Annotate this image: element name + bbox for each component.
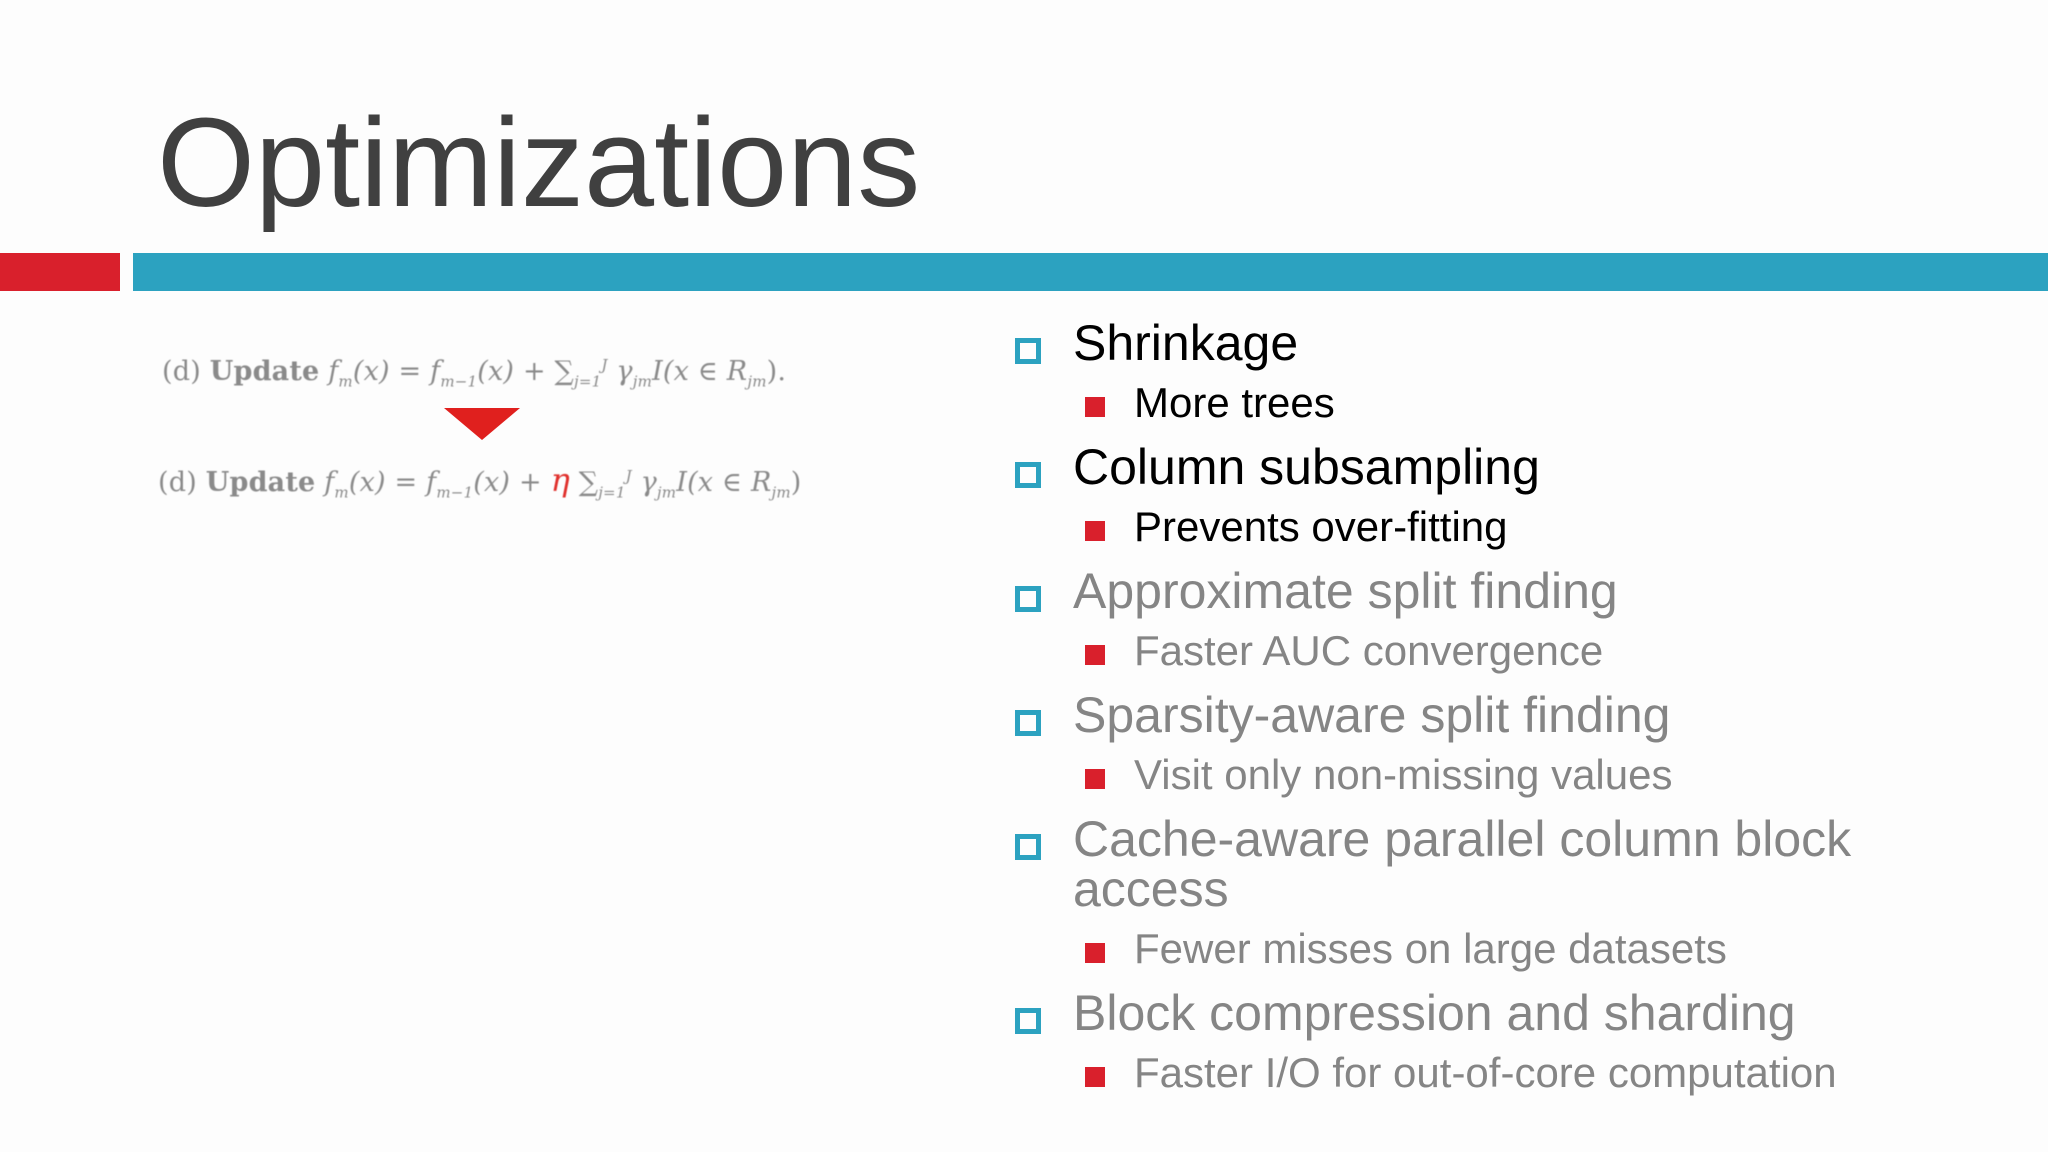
sub-bullet-item	[1010, 752, 2020, 798]
bullet-label: Column subsampling	[1073, 439, 1540, 495]
formula-step-label: (d)	[158, 467, 197, 498]
bullet-item	[1010, 811, 2020, 917]
sub-bullet-label: Faster I/O for out-of-core computation	[1134, 1049, 1837, 1096]
formula-lhs: f	[328, 356, 339, 387]
sub-bullet-item	[1010, 926, 2020, 972]
bullet-item	[1010, 687, 2020, 743]
filled-square-bullet-icon	[1085, 943, 1105, 963]
formula-tail-sub: jm	[771, 483, 791, 502]
hollow-square-bullet-icon	[1015, 1008, 1041, 1034]
bullet-list	[1010, 315, 2020, 1112]
sub-bullet-label: Fewer misses on large datasets	[1134, 925, 1727, 972]
bullet-label: Approximate split finding	[1073, 563, 1618, 619]
hollow-square-bullet-icon	[1015, 586, 1041, 612]
sub-bullet-label: More trees	[1134, 379, 1335, 426]
hollow-square-bullet-icon	[1015, 710, 1041, 736]
slide-title: Optimizations	[157, 92, 921, 233]
formula-gamma-sub: jm	[656, 483, 677, 502]
formula-rest: (x) +	[473, 467, 551, 498]
bullet-item	[1010, 439, 2020, 495]
formula-gamma-sub: jm	[632, 372, 653, 391]
formula-lhs: f	[324, 467, 335, 498]
sub-bullet-item	[1010, 628, 2020, 674]
down-arrow-icon	[444, 408, 520, 440]
filled-square-bullet-icon	[1085, 397, 1105, 417]
formula-update-word: Update	[209, 356, 320, 387]
title-underline-blue	[133, 253, 2048, 291]
bullet-label: Block compression and sharding	[1073, 985, 1796, 1041]
formula-mid-sub: m−1	[440, 372, 478, 391]
formula-eta-shrinkage: η	[550, 461, 570, 499]
formula-step-label: (d)	[162, 356, 201, 387]
formula-body: γ	[607, 356, 633, 387]
formula-body: γ	[631, 467, 657, 498]
formula-sum-sup: J	[625, 467, 632, 485]
bullet-item	[1010, 563, 2020, 619]
formula-tail-sub: jm	[747, 372, 767, 391]
hollow-square-bullet-icon	[1015, 338, 1041, 364]
formula-end: )	[790, 467, 802, 498]
formula-sum-sup: J	[601, 356, 608, 374]
bullet-label: Shrinkage	[1073, 315, 1299, 371]
sub-bullet-label: Visit only non-missing values	[1134, 751, 1673, 798]
formula-sum-sub: j=1	[574, 372, 602, 391]
formula-sum-sub: j=1	[598, 483, 626, 502]
formula-after	[158, 461, 802, 501]
title-underline-red	[0, 253, 120, 291]
formula-lhs-sub: m	[338, 372, 353, 391]
bullet-label: Cache-aware parallel column block access	[1073, 811, 1852, 917]
formula-rest: (x) + ∑	[477, 356, 575, 387]
bullet-label: Sparsity-aware split finding	[1073, 687, 1671, 743]
formula-update-word: Update	[205, 467, 316, 498]
sub-bullet-item	[1010, 380, 2020, 426]
formula-tail: I(x ∈ R	[676, 467, 772, 498]
formula-sum: ∑	[569, 467, 599, 498]
filled-square-bullet-icon	[1085, 645, 1105, 665]
filled-square-bullet-icon	[1085, 1067, 1105, 1087]
formula-mid: (x) = f	[352, 356, 441, 387]
formula-mid-sub: m−1	[436, 483, 474, 502]
sub-bullet-label: Faster AUC convergence	[1134, 627, 1604, 674]
sub-bullet-item	[1010, 504, 2020, 550]
formula-end: ).	[766, 356, 787, 387]
hollow-square-bullet-icon	[1015, 834, 1041, 860]
bullet-item	[1010, 985, 2020, 1041]
filled-square-bullet-icon	[1085, 769, 1105, 789]
formula-tail: I(x ∈ R	[652, 356, 748, 387]
sub-bullet-label: Prevents over-fitting	[1134, 503, 1508, 550]
filled-square-bullet-icon	[1085, 521, 1105, 541]
formula-mid: (x) = f	[348, 467, 437, 498]
formula-before	[162, 356, 786, 390]
sub-bullet-item	[1010, 1050, 2020, 1096]
hollow-square-bullet-icon	[1015, 462, 1041, 488]
formula-lhs-sub: m	[334, 483, 349, 502]
bullet-item	[1010, 315, 2020, 371]
